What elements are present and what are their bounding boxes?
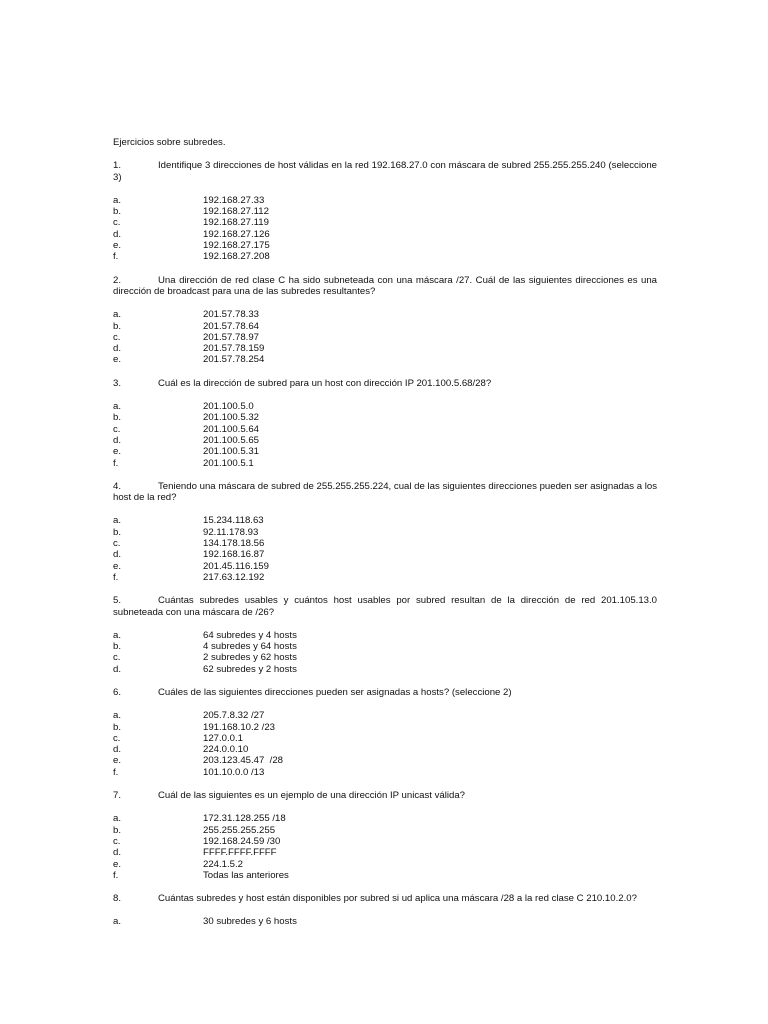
option-letter: d. bbox=[113, 228, 122, 240]
option-item bbox=[113, 825, 657, 836]
question-number: 3. bbox=[113, 377, 122, 389]
option-letter: b. bbox=[113, 412, 122, 424]
option-letter: a. bbox=[113, 309, 122, 321]
question-number: 6. bbox=[113, 686, 122, 698]
option-item bbox=[113, 343, 657, 354]
option-letter: f. bbox=[113, 251, 119, 263]
option-item bbox=[113, 217, 657, 228]
option-item bbox=[113, 401, 657, 412]
option-letter: f. bbox=[113, 869, 119, 881]
question-1 bbox=[113, 160, 657, 262]
question-8 bbox=[113, 893, 657, 928]
option-item bbox=[113, 321, 657, 332]
option-letter: f. bbox=[113, 571, 119, 583]
option-item bbox=[113, 412, 657, 423]
option-text: 2 subredes y 62 hosts bbox=[203, 652, 297, 664]
option-letter: e. bbox=[113, 446, 122, 458]
option-list bbox=[113, 813, 657, 881]
option-list bbox=[113, 195, 657, 263]
question-text bbox=[113, 790, 657, 801]
option-text: 64 subredes y 4 hosts bbox=[203, 629, 297, 641]
option-item bbox=[113, 755, 657, 766]
option-item bbox=[113, 424, 657, 435]
option-item bbox=[113, 435, 657, 446]
option-item bbox=[113, 251, 657, 262]
question-number: 4. bbox=[113, 480, 122, 492]
option-text: Todas las anteriores bbox=[203, 869, 289, 881]
option-text: 201.57.78.64 bbox=[203, 320, 260, 332]
option-item bbox=[113, 572, 657, 583]
option-text: 192.168.27.119 bbox=[203, 217, 269, 229]
option-text: 201.100.5.0 bbox=[203, 401, 254, 413]
option-item bbox=[113, 710, 657, 721]
option-text: 192.168.27.208 bbox=[203, 251, 270, 263]
option-item bbox=[113, 309, 657, 320]
option-letter: b. bbox=[113, 824, 122, 836]
question-text bbox=[113, 687, 657, 698]
option-letter: a. bbox=[113, 916, 122, 928]
option-item bbox=[113, 744, 657, 755]
option-letter: c. bbox=[113, 331, 121, 343]
question-text bbox=[113, 893, 657, 904]
question-body: Una dirección de red clase C ha sido subneteada con una máscara /27. Cuál de las siguientes direcciones es una dirección de broadcast para una de las subredes resultantes? bbox=[113, 274, 657, 297]
option-item bbox=[113, 722, 657, 733]
option-item bbox=[113, 527, 657, 538]
option-list bbox=[113, 401, 657, 469]
option-letter: e. bbox=[113, 858, 122, 870]
option-item bbox=[113, 561, 657, 572]
option-text: 127.0.0.1 bbox=[203, 732, 244, 744]
option-text: 134.178.18.56 bbox=[203, 538, 265, 550]
option-text: 201.100.5.31 bbox=[203, 446, 260, 458]
option-letter: b. bbox=[113, 721, 122, 733]
question-number: 2. bbox=[113, 274, 122, 286]
option-letter: a. bbox=[113, 401, 122, 413]
option-text: 101.10.0.0 /13 bbox=[203, 766, 265, 778]
option-text: 192.168.27.126 bbox=[203, 228, 270, 240]
option-list bbox=[113, 309, 657, 365]
option-text: 224.0.0.10 bbox=[203, 744, 249, 756]
option-letter: a. bbox=[113, 813, 122, 825]
option-list bbox=[113, 710, 657, 778]
question-6 bbox=[113, 687, 657, 778]
option-letter: a. bbox=[113, 515, 122, 527]
option-text: 192.168.27.112 bbox=[203, 206, 269, 218]
option-letter: d. bbox=[113, 434, 122, 446]
option-letter: c. bbox=[113, 538, 121, 550]
question-list bbox=[113, 160, 657, 927]
option-text: 192.168.27.33 bbox=[203, 194, 265, 206]
option-letter: c. bbox=[113, 652, 121, 664]
option-item bbox=[113, 916, 657, 927]
option-text: 201.57.78.159 bbox=[203, 343, 265, 355]
option-text: 201.45.116.159 bbox=[203, 560, 269, 572]
option-item bbox=[113, 859, 657, 870]
option-item bbox=[113, 515, 657, 526]
option-text: 203.123.45.47 /28 bbox=[203, 755, 284, 767]
option-list bbox=[113, 630, 657, 675]
question-body: Identifique 3 direcciones de host válidas en la red 192.168.27.0 con máscara de subred 255.255.255.240 (seleccione 3) bbox=[113, 160, 657, 183]
option-text: 192.168.24.59 /30 bbox=[203, 835, 281, 847]
option-text: FFFF.FFFF.FFFF bbox=[203, 847, 277, 859]
question-number: 5. bbox=[113, 595, 122, 607]
option-text: 201.100.5.1 bbox=[203, 457, 254, 469]
option-item bbox=[113, 206, 657, 217]
option-text: 217.63.12.192 bbox=[203, 571, 265, 583]
question-number: 7. bbox=[113, 790, 122, 802]
option-text: 92.11.178.93 bbox=[203, 526, 259, 538]
option-item bbox=[113, 458, 657, 469]
option-letter: e. bbox=[113, 560, 122, 572]
option-text: 172.31.128.255 /18 bbox=[203, 813, 286, 825]
option-letter: b. bbox=[113, 641, 122, 653]
option-letter: a. bbox=[113, 710, 122, 722]
option-text: 201.100.5.65 bbox=[203, 434, 260, 446]
question-2 bbox=[113, 275, 657, 366]
option-letter: a. bbox=[113, 629, 122, 641]
option-item bbox=[113, 836, 657, 847]
option-text: 201.57.78.33 bbox=[203, 309, 260, 321]
question-7 bbox=[113, 790, 657, 881]
question-text bbox=[113, 160, 657, 183]
option-text: 224.1.5.2 bbox=[203, 858, 244, 870]
option-item bbox=[113, 538, 657, 549]
option-letter: d. bbox=[113, 663, 122, 675]
option-letter: f. bbox=[113, 766, 119, 778]
option-item bbox=[113, 332, 657, 343]
question-5 bbox=[113, 595, 657, 675]
question-3 bbox=[113, 378, 657, 469]
option-letter: c. bbox=[113, 423, 121, 435]
option-text: 4 subredes y 64 hosts bbox=[203, 641, 297, 653]
option-letter: b. bbox=[113, 526, 122, 538]
option-letter: d. bbox=[113, 744, 122, 756]
question-number: 1. bbox=[113, 160, 122, 172]
option-item bbox=[113, 240, 657, 251]
option-item bbox=[113, 847, 657, 858]
option-letter: c. bbox=[113, 732, 121, 744]
option-item bbox=[113, 733, 657, 744]
option-item bbox=[113, 229, 657, 240]
option-text: 30 subredes y 6 hosts bbox=[203, 916, 297, 928]
option-letter: d. bbox=[113, 549, 122, 561]
option-letter: a. bbox=[113, 194, 122, 206]
option-item bbox=[113, 354, 657, 365]
option-text: 15.234.118.63 bbox=[203, 515, 264, 527]
question-number: 8. bbox=[113, 893, 122, 905]
option-text: 205.7.8.32 /27 bbox=[203, 710, 265, 722]
option-text: 201.57.78.97 bbox=[203, 331, 260, 343]
option-item bbox=[113, 630, 657, 641]
question-4 bbox=[113, 481, 657, 583]
option-text: 192.168.16.87 bbox=[203, 549, 265, 561]
option-letter: d. bbox=[113, 847, 122, 859]
question-body: Cuál de las siguientes es un ejemplo de una dirección IP unicast válida? bbox=[158, 790, 466, 802]
option-text: 255.255.255.255 bbox=[203, 824, 276, 836]
option-text: 192.168.27.175 bbox=[203, 240, 270, 252]
document-page bbox=[113, 137, 657, 940]
question-text bbox=[113, 481, 657, 504]
option-letter: e. bbox=[113, 354, 122, 366]
option-list bbox=[113, 916, 657, 927]
question-body: Teniendo una máscara de subred de 255.255.255.224, cual de las siguientes direcciones pueden ser asignadas a los host de la red? bbox=[113, 480, 657, 504]
option-item bbox=[113, 767, 657, 778]
option-list bbox=[113, 515, 657, 583]
question-body: Cuántas subredes usables y cuántos host usables por subred resultan de la dirección de red 201.105.13.0 subneteada con una máscara de /26? bbox=[113, 595, 657, 618]
option-text: 62 subredes y 2 hosts bbox=[203, 663, 297, 675]
option-item bbox=[113, 664, 657, 675]
option-item bbox=[113, 641, 657, 652]
question-body: Cuántas subredes y host están disponibles por subred si ud aplica una máscara /28 a la red clase C 210.10.2.0? bbox=[158, 893, 637, 905]
option-text: 201.57.78.254 bbox=[203, 354, 265, 366]
question-text bbox=[113, 595, 657, 618]
option-item bbox=[113, 652, 657, 663]
option-text: 201.100.5.32 bbox=[203, 412, 260, 424]
option-text: 201.100.5.64 bbox=[203, 423, 260, 435]
document-title: Ejercicios sobre subredes. bbox=[113, 137, 226, 148]
question-text bbox=[113, 378, 657, 389]
option-item bbox=[113, 446, 657, 457]
option-letter: d. bbox=[113, 343, 122, 355]
option-item bbox=[113, 870, 657, 881]
option-item bbox=[113, 549, 657, 560]
option-letter: f. bbox=[113, 457, 119, 469]
option-letter: b. bbox=[113, 206, 122, 218]
option-item bbox=[113, 813, 657, 824]
option-text: 191.168.10.2 /23 bbox=[203, 721, 276, 733]
question-text bbox=[113, 275, 657, 298]
question-body: Cuáles de las siguientes direcciones pueden ser asignadas a hosts? (seleccione 2) bbox=[158, 686, 512, 698]
option-letter: b. bbox=[113, 320, 122, 332]
option-letter: c. bbox=[113, 217, 121, 229]
option-letter: e. bbox=[113, 755, 122, 767]
question-body: Cuál es la dirección de subred para un host con dirección IP 201.100.5.68/28? bbox=[158, 377, 492, 389]
option-item bbox=[113, 195, 657, 206]
option-letter: e. bbox=[113, 240, 122, 252]
option-letter: c. bbox=[113, 835, 121, 847]
